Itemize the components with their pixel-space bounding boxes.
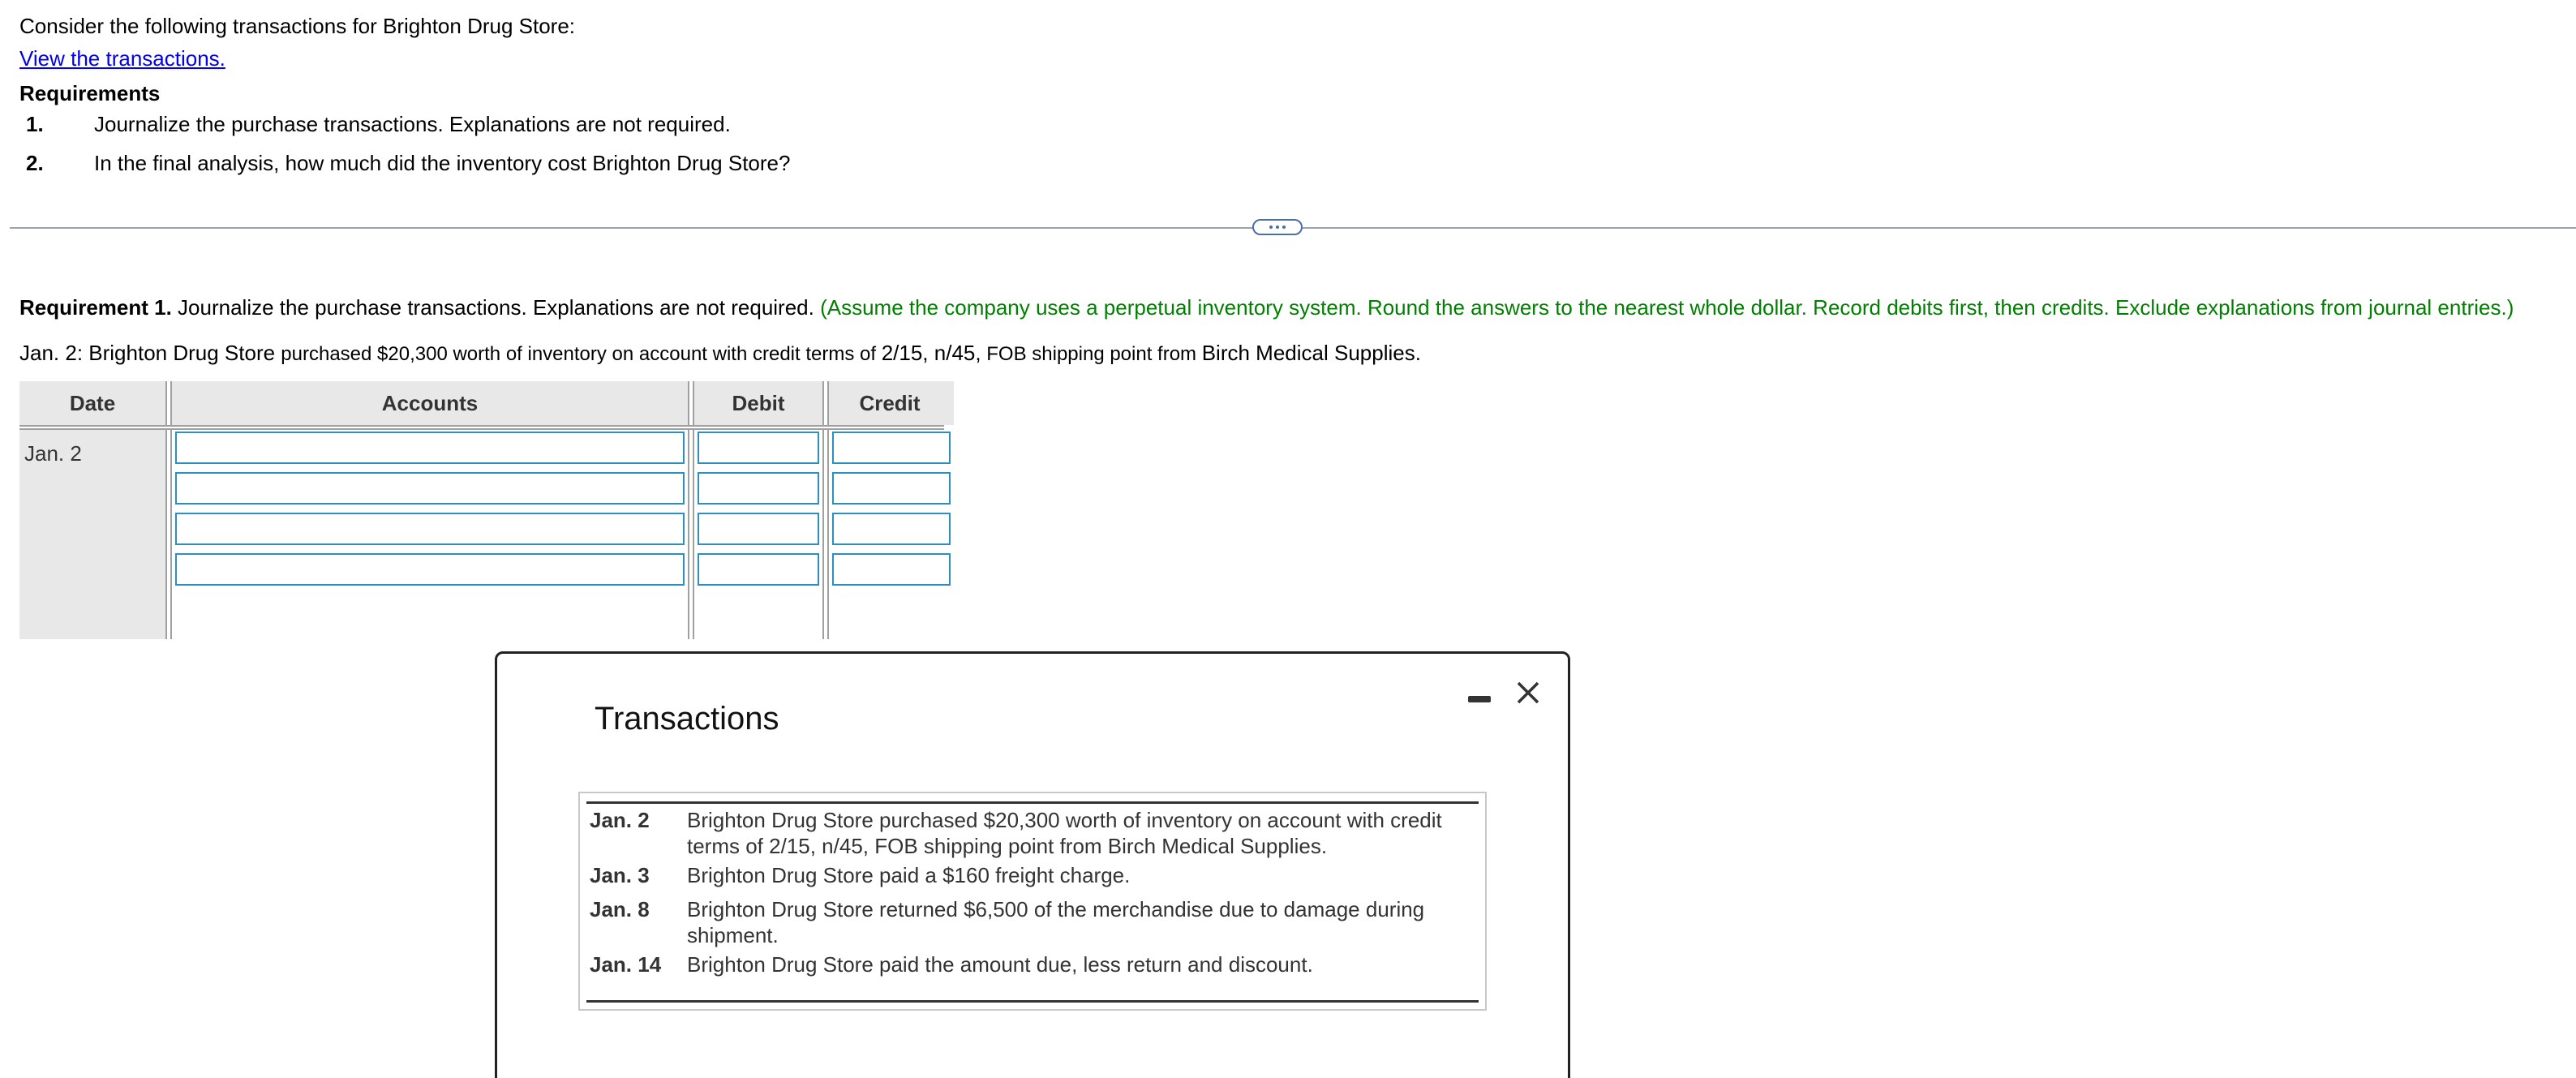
transaction-text: Brighton Drug Store purchased $20,300 worth of inventory on account with credit terms of 2/15, n/45, FOB shipping point from Birch Medical Supplies. xyxy=(687,808,1442,858)
credit-input-1[interactable] xyxy=(832,432,951,464)
header-debit: Debit xyxy=(732,390,785,415)
requirement-number: 2. xyxy=(26,151,44,175)
debit-input-1[interactable] xyxy=(698,432,819,464)
intro-text: Consider the following transactions for Brighton Drug Store: xyxy=(19,14,576,38)
list-bottom-rule xyxy=(586,1000,1479,1003)
requirement-number: 1. xyxy=(26,112,44,136)
requirement-text: Journalize the purchase transactions. Explanations are not required. xyxy=(94,112,731,136)
journal-date-cell: Jan. 2 xyxy=(19,430,165,639)
accounts-column xyxy=(172,430,688,639)
debit-input-2[interactable] xyxy=(698,472,819,505)
account-input-4[interactable] xyxy=(175,553,685,586)
debit-input-3[interactable] xyxy=(698,513,819,545)
column-separator xyxy=(165,381,172,425)
requirement-1-label: Requirement 1. xyxy=(19,295,172,320)
column-separator xyxy=(165,430,172,639)
requirement-item-2 xyxy=(19,151,790,176)
column-separator xyxy=(822,430,829,639)
credit-input-4[interactable] xyxy=(832,553,951,586)
transaction-date: Jan. 14 xyxy=(590,952,662,977)
column-separator xyxy=(688,430,694,639)
requirement-1-instructions xyxy=(19,295,2514,320)
close-icon[interactable] xyxy=(1513,678,1543,707)
column-separator xyxy=(822,381,829,425)
credit-input-3[interactable] xyxy=(832,513,951,545)
dot-icon xyxy=(1282,225,1286,229)
prompt-mid: purchased $20,300 worth of inventory on account with credit terms of xyxy=(281,343,882,365)
prompt-prefix: Jan. 2: Brighton Drug Store xyxy=(19,341,281,365)
debit-input-4[interactable] xyxy=(698,553,819,586)
transaction-prompt xyxy=(19,341,1421,366)
dot-icon xyxy=(1276,225,1279,229)
header-credit: Credit xyxy=(859,390,921,415)
minimize-icon[interactable] xyxy=(1468,696,1491,702)
header-accounts: Accounts xyxy=(381,390,479,415)
transactions-dialog xyxy=(495,651,1570,1078)
prompt-supplier: Birch Medical Supplies. xyxy=(1201,341,1421,365)
column-separator xyxy=(688,381,694,425)
dot-icon xyxy=(1269,225,1273,229)
list-item xyxy=(586,862,1479,888)
list-item xyxy=(586,896,1479,948)
transaction-date: Jan. 2 xyxy=(590,808,650,832)
transaction-date: Jan. 8 xyxy=(590,897,650,921)
divider-expand-handle[interactable] xyxy=(1252,219,1303,235)
list-item xyxy=(586,951,1479,977)
list-top-rule xyxy=(586,801,1479,804)
dialog-title: Transactions xyxy=(595,701,779,737)
requirement-1-note: (Assume the company uses a perpetual inventory system. Round the answers to the nearest whole dollar. Record debits first, then credits. Exclude explanations from journal entries.) xyxy=(820,295,2514,320)
transaction-date: Jan. 3 xyxy=(590,863,650,887)
journal-header-row xyxy=(19,381,954,425)
credit-input-2[interactable] xyxy=(832,472,951,505)
prompt-mid2: FOB shipping point from xyxy=(981,343,1202,365)
prompt-terms: 2/15, n/45, xyxy=(881,341,981,365)
requirements-heading: Requirements xyxy=(19,81,161,105)
transaction-text: Brighton Drug Store returned $6,500 of the merchandise due to damage during shipment. xyxy=(687,897,1425,947)
account-input-2[interactable] xyxy=(175,472,685,505)
transactions-list xyxy=(578,792,1487,1011)
account-input-3[interactable] xyxy=(175,513,685,545)
list-item xyxy=(586,807,1479,859)
requirement-text: In the final analysis, how much did the inventory cost Brighton Drug Store? xyxy=(94,151,791,175)
debit-column xyxy=(694,430,822,639)
requirement-item-1 xyxy=(19,112,731,137)
transaction-text: Brighton Drug Store paid a $160 freight charge. xyxy=(687,863,1131,887)
view-transactions-link[interactable]: View the transactions. xyxy=(19,46,225,71)
header-date: Date xyxy=(69,390,116,415)
journal-entry-table xyxy=(19,381,954,639)
transaction-text: Brighton Drug Store paid the amount due, less return and discount. xyxy=(687,952,1313,977)
credit-column xyxy=(829,430,954,639)
account-input-1[interactable] xyxy=(175,432,685,464)
requirement-1-text: Journalize the purchase transactions. Explanations are not required. xyxy=(171,295,821,320)
journal-body xyxy=(19,430,954,639)
